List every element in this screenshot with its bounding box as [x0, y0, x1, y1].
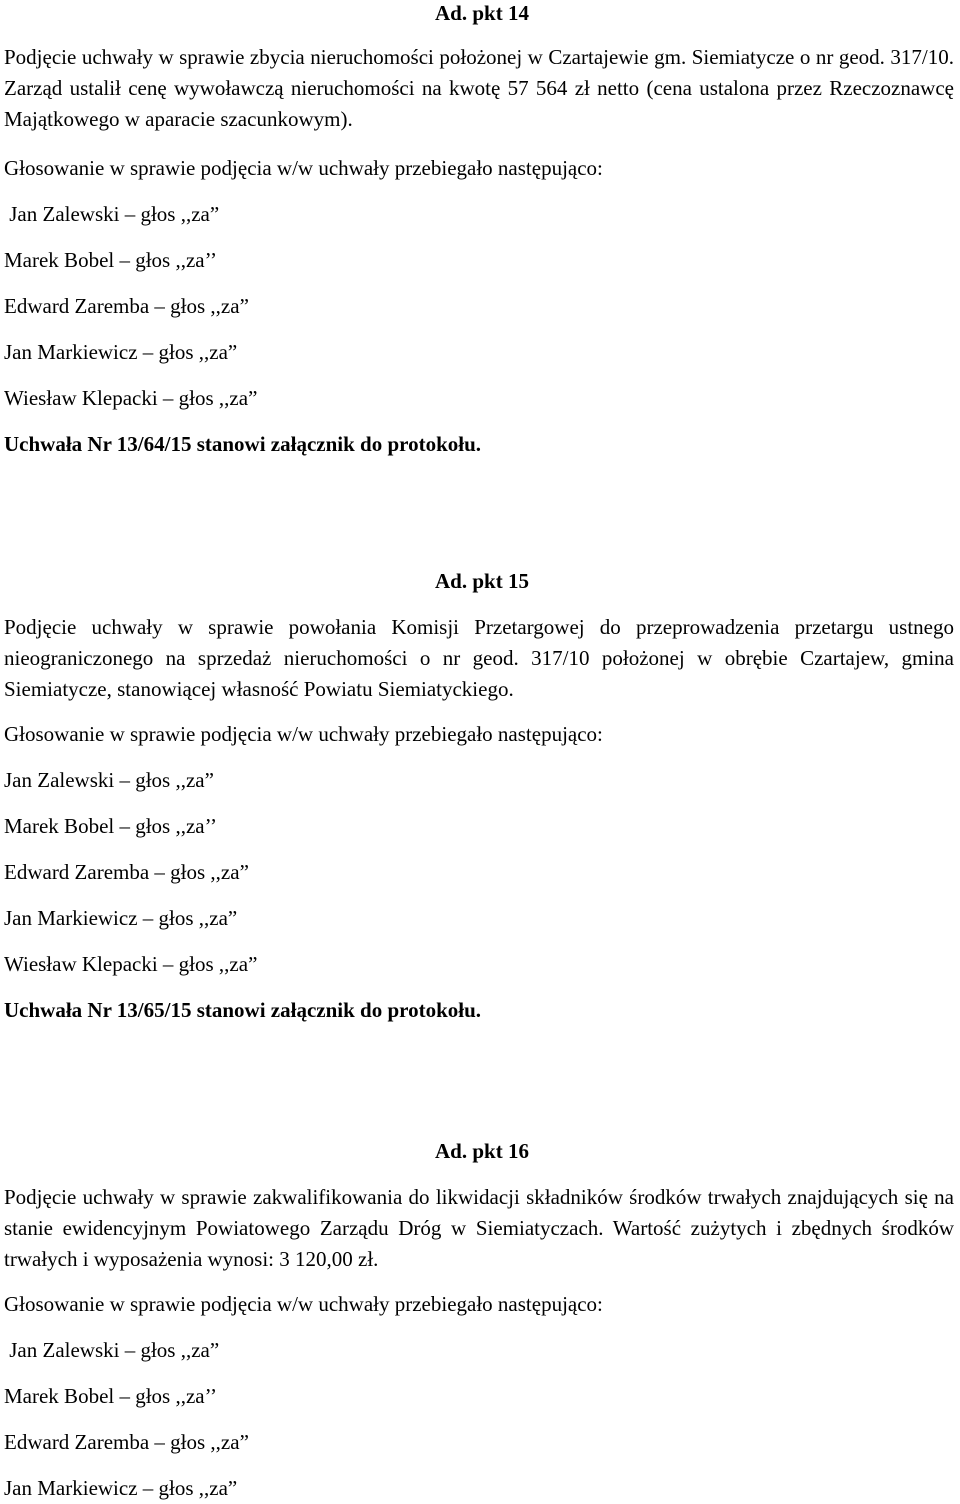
vote-entry: Marek Bobel – głos ,,za’’	[4, 248, 218, 272]
vote-entry: Wiesław Klepacki – głos ,,za”	[4, 952, 258, 976]
vote-entry: Edward Zaremba – głos ,,za”	[4, 860, 249, 884]
section-paragraph: Podjęcie uchwały w sprawie zbycia nieruchomości położonej w Czartajewie gm. Siemiatycze o nr geod. 317/10. Zarząd ustalił cenę wywoławczą nieruchomości na kwotę 57 564 zł netto (cena ustalona przez Rzeczoznawcę Majątkowego w aparacie szacunkowym).	[4, 45, 954, 131]
vote-entry: Jan Zalewski – głos ,,za”	[4, 1338, 220, 1362]
section-pkt-16	[4, 1138, 960, 1501]
resolution-note: Uchwała Nr 13/65/15 stanowi załącznik do protokołu.	[4, 998, 482, 1022]
vote-entry: Marek Bobel – głos ,,za’’	[4, 814, 218, 838]
vote-entry: Edward Zaremba – głos ,,za”	[4, 294, 249, 318]
vote-entry: Jan Zalewski – głos ,,za”	[4, 202, 220, 226]
vote-entry: Edward Zaremba – głos ,,za”	[4, 1430, 249, 1454]
vote-intro: Głosowanie w sprawie podjęcia w/w uchwały przebiegało następująco:	[4, 722, 603, 746]
section-paragraph: Podjęcie uchwały w sprawie powołania Komisji Przetargowej do przeprowadzenia przetargu ustnego nieograniczonego na sprzedaż nieruchomości o nr geod. 317/10 położonej w obrębie Czartajew, gmina Siemiatycze, stanowiącej własność Powiatu Siemiatyckiego.	[4, 615, 954, 701]
section-pkt-15	[4, 568, 960, 1023]
vote-entry: Jan Zalewski – głos ,,za”	[4, 768, 214, 792]
section-heading: Ad. pkt 14	[435, 1, 529, 25]
vote-intro: Głosowanie w sprawie podjęcia w/w uchwały przebiegało następująco:	[4, 1292, 603, 1316]
vote-entry: Jan Markiewicz – głos ,,za”	[4, 1476, 238, 1500]
resolution-note: Uchwała Nr 13/64/15 stanowi załącznik do protokołu.	[4, 432, 482, 456]
vote-entry: Jan Markiewicz – głos ,,za”	[4, 906, 238, 930]
vote-entry: Wiesław Klepacki – głos ,,za”	[4, 386, 258, 410]
vote-intro: Głosowanie w sprawie podjęcia w/w uchwały przebiegało następująco:	[4, 156, 603, 180]
section-heading: Ad. pkt 15	[435, 569, 529, 593]
section-paragraph: Podjęcie uchwały w sprawie zakwalifikowania do likwidacji składników środków trwałych znajdujących się na stanie ewidencyjnym Powiatowego Zarządu Dróg w Siemiatyczach. Wartość zużytych i zbędnych środków trwałych i wyposażenia wynosi: 3 120,00 zł.	[4, 1185, 954, 1271]
vote-entry: Jan Markiewicz – głos ,,za”	[4, 340, 238, 364]
section-pkt-14	[4, 0, 960, 457]
vote-entry: Marek Bobel – głos ,,za’’	[4, 1384, 218, 1408]
section-heading: Ad. pkt 16	[435, 1139, 529, 1163]
